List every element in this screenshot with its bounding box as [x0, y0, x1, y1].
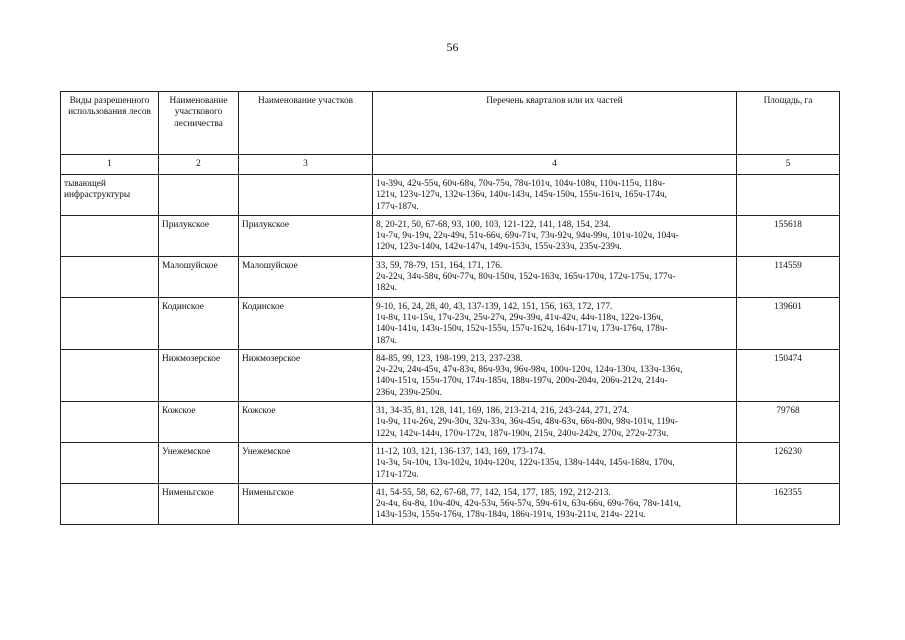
- forestry-cell: Унежемское: [159, 442, 239, 483]
- quarters-line: 9-10, 16, 24, 28, 40, 43, 137-139, 142, 151, 156, 163, 172, 177.: [376, 301, 613, 312]
- quarters-line: 1ч-3ч, 5ч-10ч, 13ч-102ч, 104ч-120ч, 122ч-135ч, 138ч-144ч, 145ч-168ч, 170ч,: [376, 458, 675, 469]
- quarters-line: 41, 54-55, 58, 62, 67-68, 77, 142, 154, 177, 185, 192, 212-213.: [376, 487, 611, 498]
- table-row: [61, 402, 840, 443]
- quarters-line: 1ч-39ч, 42ч-55ч, 60ч-68ч, 70ч-75ч, 78ч-101ч, 104ч-108ч, 110ч-115ч, 118ч-: [376, 179, 666, 189]
- use-type-cell: тывающей инфраструктуры: [61, 175, 159, 216]
- area-cell: [737, 175, 840, 216]
- forestry-cell: Кожское: [159, 402, 239, 443]
- table-row: [61, 483, 840, 524]
- use-type-cell: [61, 402, 159, 443]
- quarters-line: 236ч, 239ч-250ч.: [376, 387, 442, 398]
- quarters-line: 2ч-4ч, 6ч-8ч, 10ч-40ч, 42ч-53ч, 56ч-57ч, 59ч-61ч, 63ч-66ч, 69ч-76ч, 78ч-141ч,: [376, 499, 681, 510]
- header-forestry: Наименование участкового лесничества: [159, 92, 239, 155]
- quarters-line: 187ч.: [376, 335, 397, 346]
- site-cell: Прилукское: [239, 215, 373, 256]
- table-row: [61, 175, 840, 216]
- quarters-line: 177ч-187ч.: [376, 201, 419, 212]
- quarters-line: 33, 59, 78-79, 151, 164, 171, 176.: [376, 260, 503, 271]
- site-cell: [239, 175, 373, 216]
- area-cell: 162355: [737, 483, 840, 524]
- quarters-table: [60, 91, 840, 525]
- area-cell: 114559: [737, 256, 840, 297]
- table-row: [61, 256, 840, 297]
- area-cell: 150474: [737, 349, 840, 401]
- column-number: 2: [159, 155, 239, 175]
- use-type-cell: [61, 297, 159, 349]
- quarters-line: 84-85, 99, 123, 198-199, 213, 237-238.: [376, 353, 523, 364]
- table-row: [61, 215, 840, 256]
- use-type-cell: [61, 215, 159, 256]
- header-site: Наименование участков: [239, 92, 373, 155]
- area-cell: 126230: [737, 442, 840, 483]
- header-area: Площадь, га: [737, 92, 840, 155]
- area-cell: 155618: [737, 215, 840, 256]
- use-type-cell: [61, 442, 159, 483]
- quarters-line: 1ч-9ч, 11ч-26ч, 29ч-30ч, 32ч-33ч, 36ч-45ч, 48ч-63ч, 66ч-80ч, 98ч-101ч, 119ч-: [376, 417, 678, 428]
- site-cell: Нижмозерское: [239, 349, 373, 401]
- quarters-line: 11-12, 103, 121, 136-137, 143, 169, 173-174.: [376, 446, 546, 457]
- quarters-cell: [373, 215, 737, 256]
- forestry-cell: Нименьгское: [159, 483, 239, 524]
- quarters-line: 121ч, 123ч-127ч, 132ч-136ч, 140ч-143ч, 145ч-150ч, 155ч-161ч, 165ч-174ч,: [376, 190, 667, 201]
- quarters-line: 120ч, 123ч-140ч, 142ч-147ч, 149ч-153ч, 155ч-233ч, 235ч-239ч.: [376, 242, 622, 253]
- forestry-cell: Нижмозерское: [159, 349, 239, 401]
- quarters-cell: [373, 349, 737, 401]
- area-cell: 79768: [737, 402, 840, 443]
- forestry-cell: Прилукское: [159, 215, 239, 256]
- quarters-cell: [373, 297, 737, 349]
- forestry-cell: Кодинское: [159, 297, 239, 349]
- quarters-cell: [373, 402, 737, 443]
- site-cell: Кодинское: [239, 297, 373, 349]
- header-use-type: Виды разрешенного использования лесов: [61, 92, 159, 155]
- header-row: [61, 92, 840, 155]
- quarters-cell: [373, 175, 737, 216]
- forestry-cell: Малошуйское: [159, 256, 239, 297]
- site-cell: Малошуйское: [239, 256, 373, 297]
- table-row: [61, 349, 840, 401]
- use-type-cell: [61, 256, 159, 297]
- column-number-row: [61, 155, 840, 175]
- quarters-cell: [373, 483, 737, 524]
- table-row: [61, 297, 840, 349]
- use-type-cell: [61, 349, 159, 401]
- area-cell: 139601: [737, 297, 840, 349]
- quarters-line: 31, 34-35, 81, 128, 141, 169, 186, 213-214, 216, 243-244, 271, 274.: [376, 406, 630, 417]
- table-row: [61, 442, 840, 483]
- column-number: 4: [373, 155, 737, 175]
- header-quarters: Перечень кварталов или их частей: [373, 92, 737, 155]
- quarters-line: 1ч-8ч, 11ч-15ч, 17ч-23ч, 25ч-27ч, 29ч-39ч, 41ч-42ч, 44ч-118ч, 122ч-136ч,: [376, 312, 664, 323]
- column-number: 1: [61, 155, 159, 175]
- quarters-line: 8, 20-21, 50, 67-68, 93, 100, 103, 121-122, 141, 148, 154, 234.: [376, 219, 611, 230]
- quarters-line: 2ч-22ч, 34ч-58ч, 60ч-77ч, 80ч-150ч, 152ч-163ч, 165ч-170ч, 172ч-175ч, 177ч-: [376, 272, 676, 283]
- page-number: 56: [446, 40, 459, 54]
- site-cell: Нименьгское: [239, 483, 373, 524]
- use-type-cell: [61, 483, 159, 524]
- quarters-cell: [373, 256, 737, 297]
- quarters-line: 182ч.: [376, 283, 397, 294]
- site-cell: Кожское: [239, 402, 373, 443]
- site-cell: Унежемское: [239, 442, 373, 483]
- column-number: 3: [239, 155, 373, 175]
- quarters-cell: [373, 442, 737, 483]
- quarters-line: 140ч-141ч, 143ч-150ч, 152ч-155ч, 157ч-162ч, 164ч-171ч, 173ч-176ч, 178ч-: [376, 324, 668, 335]
- forestry-cell: [159, 175, 239, 216]
- column-number: 5: [737, 155, 840, 175]
- quarters-line: 2ч-22ч, 24ч-45ч, 47ч-83ч, 86ч-93ч, 96ч-98ч, 100ч-120ч, 124ч-130ч, 133ч-136ч,: [376, 365, 683, 376]
- quarters-line: 122ч, 142ч-144ч, 170ч-172ч, 187ч-190ч, 215ч, 240ч-242ч, 270ч, 272ч-273ч.: [376, 428, 669, 439]
- quarters-line: 1ч-7ч, 9ч-19ч, 22ч-49ч, 51ч-66ч, 69ч-71ч, 73ч-92ч, 94ч-99ч, 101ч-102ч, 104ч-: [376, 231, 679, 242]
- quarters-line: 171ч-172ч.: [376, 469, 419, 480]
- quarters-line: 143ч-153ч, 155ч-176ч, 178ч-184ч, 186ч-191ч, 193ч-211ч, 214ч- 221ч.: [376, 510, 646, 521]
- quarters-line: 140ч-151ч, 155ч-170ч, 174ч-185ч, 188ч-197ч, 200ч-204ч, 206ч-212ч, 214ч-: [376, 376, 668, 387]
